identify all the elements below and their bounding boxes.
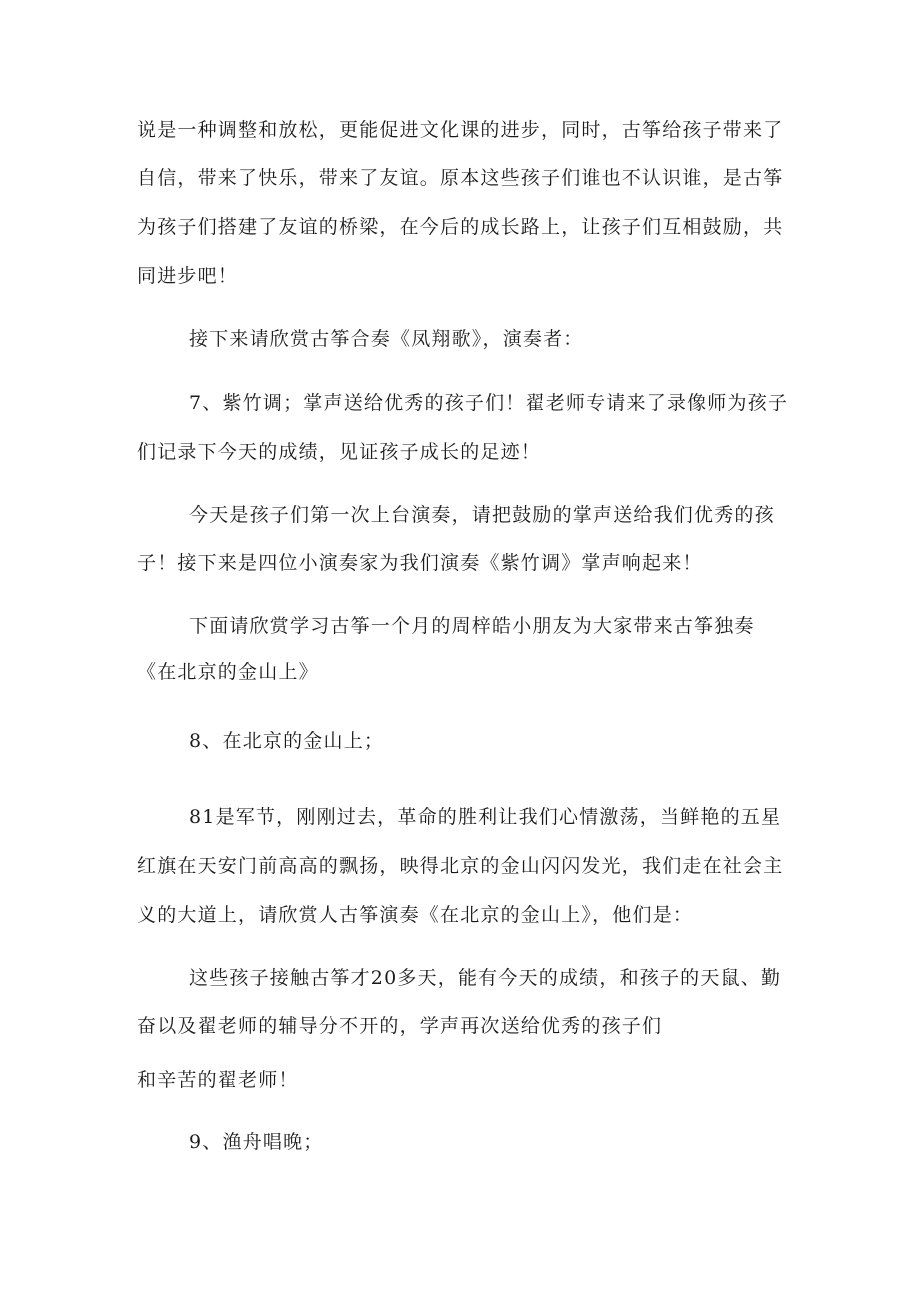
paragraph-line: 8、在北京的金山上； — [189, 730, 385, 752]
paragraph-line: 说是一种调整和放松，更能促进文化课的进步，同时，古筝给孩子带来了 — [137, 119, 784, 141]
paragraph-line: 接下来请欣赏古筝合奏《凤翔歌》，演奏者： — [189, 328, 584, 350]
paragraph-line: 81是军节，刚刚过去，革命的胜利让我们心情激荡，当鲜艳的五星 — [189, 806, 782, 828]
paragraph-line: 自信，带来了快乐，带来了友谊。原本这些孩子们谁也不认识谁，是古筝 — [137, 167, 784, 189]
paragraph-line: 同进步吧！ — [137, 265, 239, 287]
paragraph-line: 为孩子们搭建了友谊的桥梁，在今后的成长路上，让孩子们互相鼓励，共 — [137, 216, 784, 238]
paragraph-line: 红旗在天安门前高高的飘扬，映得北京的金山闪闪发光，我们走在社会主 — [137, 855, 784, 877]
paragraph-line: 这些孩子接触古筝才20多天，能有今天的成绩，和孩子的天鼠、勤 — [189, 967, 782, 989]
paragraph-line: 子！接下来是四位小演奏家为我们演奏《紫竹调》掌声响起来！ — [137, 552, 703, 574]
paragraph-line: 奋以及翟老师的辅导分不开的，学声再次送给优秀的孩子们 — [137, 1015, 663, 1037]
paragraph-line: 们记录下今天的成绩，见证孩子成长的足迹！ — [137, 441, 542, 463]
paragraph-line: 9、渔舟唱晚； — [189, 1131, 324, 1153]
paragraph-line: 和辛苦的翟老师！ — [137, 1069, 299, 1091]
paragraph-line: 7、紫竹调；掌声送给优秀的孩子们！翟老师专请来了录像师为孩子 — [189, 392, 789, 414]
paragraph-line: 义的大道上，请欣赏人古筝演奏《在北京的金山上》，他们是： — [137, 904, 694, 926]
paragraph-line: 下面请欣赏学习古筝一个月的周梓皓小朋友为大家带来古筝独奏 — [189, 615, 755, 637]
paragraph-line: 《在北京的金山上》 — [137, 661, 319, 683]
paragraph-line: 今天是孩子们第一次上台演奏，请把鼓励的掌声送给我们优秀的孩 — [189, 504, 775, 526]
